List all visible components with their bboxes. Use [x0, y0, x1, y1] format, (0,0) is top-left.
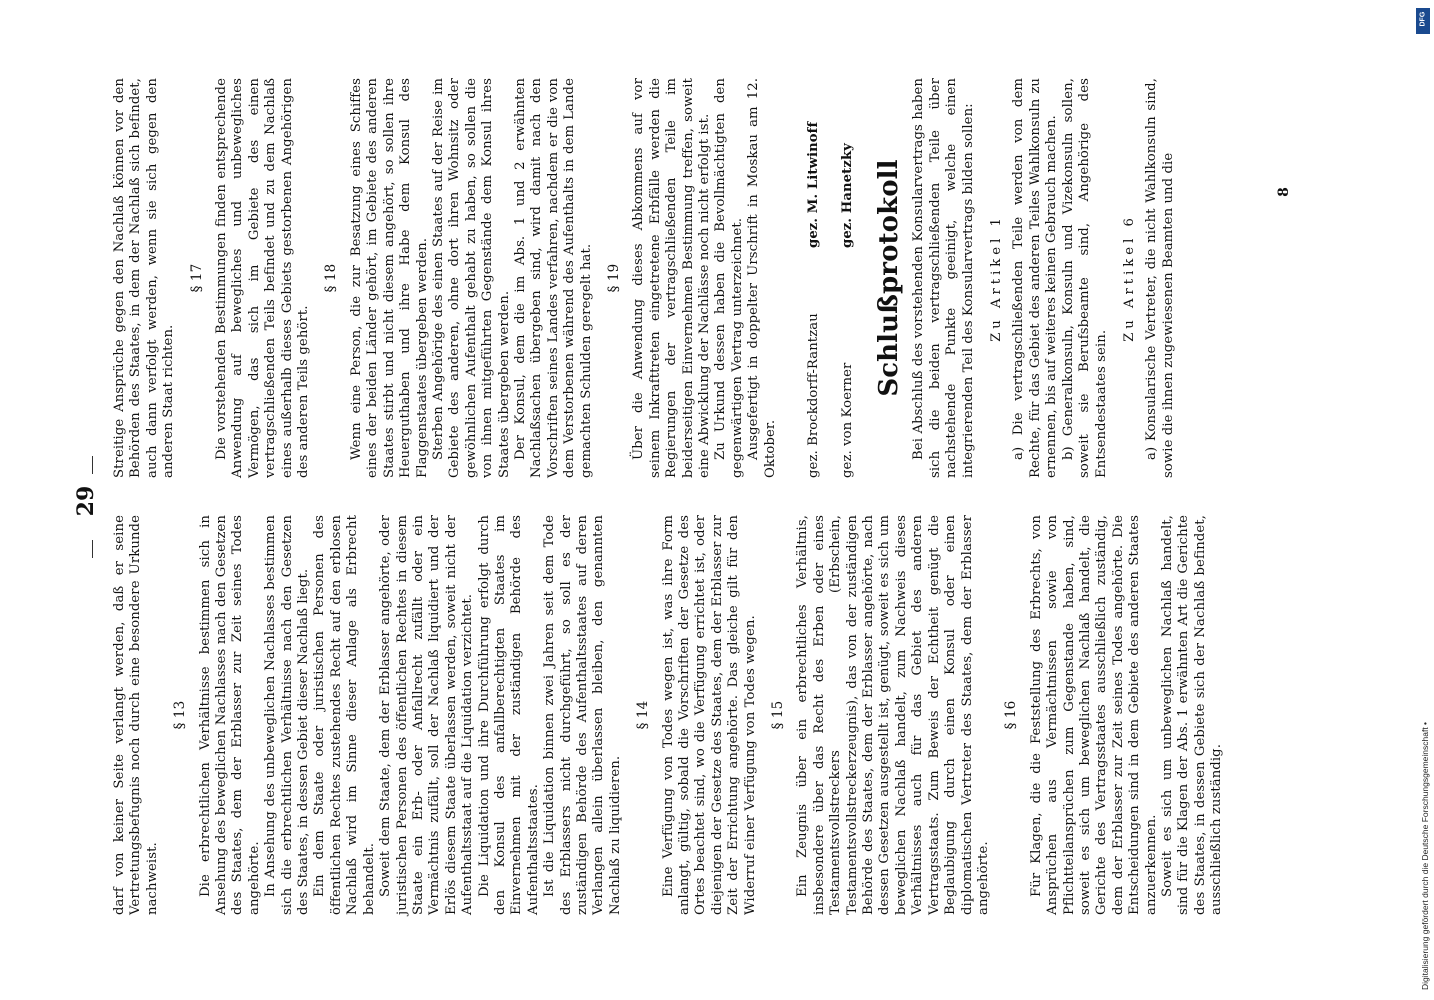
article-heading-1: Zu Artikel 1: [989, 214, 1005, 342]
left-paragraph: Ein dem Staate oder juristischen Personen des öffentlichen Rechtes zustehendes Recht auf den erblosen Nachlaß wird im Sinne dieser Anlage als Erbrecht behandelt.: [312, 515, 377, 915]
article-heading-6: Zu Artikel 6: [1121, 214, 1137, 342]
bottom-page-number: 8: [1276, 187, 1292, 197]
left-paragraph: Die erbrechtlichen Verhältnisse bestimmen sich in Ansehung des beweglichen Nachlasses nach den Gesetzen des Staates, dem der Erblasser zur Zeit seines Todes angehörte.: [197, 515, 262, 915]
left-paragraph: In Ansehung des unbeweglichen Nachlasses bestimmen sich die erbrechtlichen Verhältnisse nach den Gesetzen des Staates, in dessen Gebiet dieser Nachlaß liegt.: [263, 515, 312, 915]
left-paragraph: Eine Verfügung von Todes wegen ist, was ihre Form anlangt, gültig, sobald die Vorschriften der Gesetze des Ortes beachtet sind, wo die Verfügung errichtet ist, oder diejenigen der Gesetze des Staates, dem der Erblasser zur Zeit der Errichtung angehörte. Das gleiche gilt für den Widerruf einer Verfügung von Todes wegen.: [660, 515, 758, 915]
right-paragraph: Der Konsul, dem die im Abs. 1 und 2 erwähnten Nachlaßsachen übergeben sind, wird damit nach den Vorschriften seines Landes verfahren, nachdem er die von dem Verstorbenen während des Aufenthalts in dem Lande gemachten Schulden geregelt hat.: [512, 78, 594, 478]
left-paragraph: Die Liquidation und ihre Durchführung erfolgt durch den Konsul des anfallberechtigten Staates im Einvernehmen mit der zuständigen Behörde des Aufenthaltsstaates.: [476, 515, 541, 915]
dfg-logo-text: DFG: [1419, 11, 1427, 27]
right-paragraph: Bei Abschluß des vorstehenden Konsularvertrags haben sich die beiden vertragschließenden Teile über nachstehende Punkte geeinigt, welche einen integrierenden Teil des Konsularvertrags bilden sollen:: [911, 78, 976, 478]
section-heading-14: § 14: [635, 700, 652, 730]
left-paragraph: Soweit es sich um unbeweglichen Nachlaß handelt, sind für die Klagen der Abs. 1 erwähnten Art die Gerichte des Staates, in dessen Gebiete sich der Nachlaß befindet, ausschließlich zuständig.: [1159, 515, 1225, 915]
right-paragraph: Wenn eine Person, die zur Besatzung eines Schiffes eines der beiden Länder gehört, im Gebiete des anderen Staates stirbt und nicht diesem angehört, so sollen ihre Heuerguthaben und ihre Habe dem Konsul des Flaggenstaates übergeben werden.: [348, 78, 430, 478]
section-heading-19: § 19: [605, 263, 622, 293]
section-heading-17: § 17: [188, 263, 205, 293]
left-paragraph: Soweit dem Staate, dem der Erblasser angehörte, oder juristischen Personen des öffentlichen Rechtes in diesem Staate ein Erb- oder Anfallrecht zufällt oder ein Vermächtnis zufällt, soll der Nachlaß liquidiert und der Erlös diesem Staate überlassen werden, soweit nicht der Aufenthaltsstaat auf die Liquidation verzichtet.: [378, 515, 476, 915]
left-paragraph: Ist die Liquidation binnen zwei Jahren seit dem Tode des Erblassers nicht durchgeführt, so soll es der zuständigen Behörde des Aufenthaltsstaates auf deren Verlangen allein überlassen bleiben, den genannten Nachlaß zu liquidieren.: [542, 515, 623, 915]
page-number-dash: [92, 540, 93, 558]
right-paragraph: a) Konsularische Vertreter, die nicht Wahlkonsuln sind, sowie die ihnen zugewiesenen Beamten und die: [1144, 78, 1176, 478]
right-paragraph: Die vorstehenden Bestimmungen finden entsprechende Anwendung auf bewegliches und unbewegliches Vermögen, das sich im Gebiete des einen vertragschließenden Teils befindet und zu dem Nachlaß eines außerhalb dieses Gebiets gestorbenen Angehörigen des anderen Teils gehört.: [214, 78, 312, 478]
digitisation-footnote: Digitalisierung gefördert durch die Deutsche Forschungsgemeinschaft •: [1420, 721, 1430, 990]
left-paragraph: darf von keiner Seite verlangt werden, daß er seine Vertretungsbefugnis noch durch eine besondere Urkunde nachweist.: [112, 515, 160, 915]
signature-left: gez. Brockdorff-Rantzau: [805, 313, 821, 478]
dfg-logo: [1416, 8, 1430, 34]
right-paragraph: Ausgefertigt in doppelter Urschrift in Moskau am 12. Oktober.: [746, 78, 778, 478]
left-paragraph: Für Klagen, die die Feststellung des Erbrechts, von Ansprüchen aus Vermächtnissen sowie von Pflichtteilansprüchen zum Gegenstande haben, sind, soweit es sich um beweglichen Nachlaß handelt, die Gerichte des Vertragsstaates ausschließlich zuständig, dem der Erblasser zur Zeit seines Todes angehörte. Die Entscheidungen sind in dem Gebiete des anderen Staates anzuerkennen.: [1028, 515, 1159, 915]
left-text-column: [112, 515, 1226, 915]
right-paragraph: b) Generalkonsuln, Konsuln und Vizekonsuln sollen, soweit sie Berufsbeamte sind, Angehörige des Entsendestaates sein.: [1060, 78, 1109, 478]
signatures-block: [797, 78, 865, 478]
right-text-column: [112, 78, 1177, 478]
page-number: 29: [73, 485, 99, 517]
protocol-title: Schlußprotokoll: [874, 159, 905, 397]
signature-row: [797, 78, 831, 478]
left-paragraph: Ein Zeugnis über ein erbrechtliches Verhältnis, insbesondere über das Recht des Erben oder eines Testamentsvollstreckers (Erbschein, Testamentsvollstreckerzeugnis), das von der zuständigen Behörde des Staates, dem der Erblasser angehörte, nach dessen Gesetzen ausgestellt ist, genügt, soweit es sich um beweglichen Nachlaß handelt, zum Nachweis dieses Verhältnisses auch für das Gebiet des anderen Vertragsstaats. Zum Beweis der Echtheit genügt die Beglaubigung durch einen Konsul oder einen diplomatischen Vertreter des Staates, dem der Erblasser angehörte.: [795, 515, 991, 915]
section-heading-18: § 18: [323, 263, 340, 293]
signature-left: gez. von Koerner: [839, 362, 855, 478]
right-paragraph: a) Die vertragschließenden Teile werden von dem Rechte, für das Gebiet des anderen Teiles Wahlkonsuln zu ernennen, bis auf weiteres keinen Gebrauch machen.: [1011, 78, 1060, 478]
right-paragraph: Sterben Angehörige des einen Staates auf der Reise im Gebiete des anderen, ohne dort ihren Wohnsitz oder gewöhnlichen Aufenthalt gehabt zu haben, so sollen die von ihnen mitgeführten Gegenstände dem Konsul ihres Staates übergeben werden.: [430, 78, 512, 478]
section-heading-15: § 15: [770, 700, 787, 730]
right-paragraph: Über die Anwendung dieses Abkommens auf vor seinem Inkrafttreten eingetretene Erbfälle werden die Regierungen der vertragschließenden Teile im beiderseitigen Einvernehmen Bestimmung treffen, soweit eine Abwicklung der Nachlässe noch nicht erfolgt ist.: [631, 78, 712, 478]
section-heading-16: § 16: [1003, 700, 1020, 730]
right-paragraph: Zu Urkund dessen haben die Bevollmächtigten den gegenwärtigen Vertrag unterzeichnet.: [713, 78, 745, 478]
signature-row: [831, 78, 865, 478]
signature-right: gez. Hanetzky: [839, 143, 855, 248]
signature-right: gez. M. Litwinoff: [805, 121, 821, 248]
section-heading-13: § 13: [172, 700, 189, 730]
page-number-dash: [92, 456, 93, 474]
right-paragraph: Streitige Ansprüche gegen den Nachlaß können vor den Behörden des Staates, in dem der Nachlaß sich befindet, auch dann verfolgt werden, wenn sie sich gegen den anderen Staat richten.: [112, 78, 177, 478]
